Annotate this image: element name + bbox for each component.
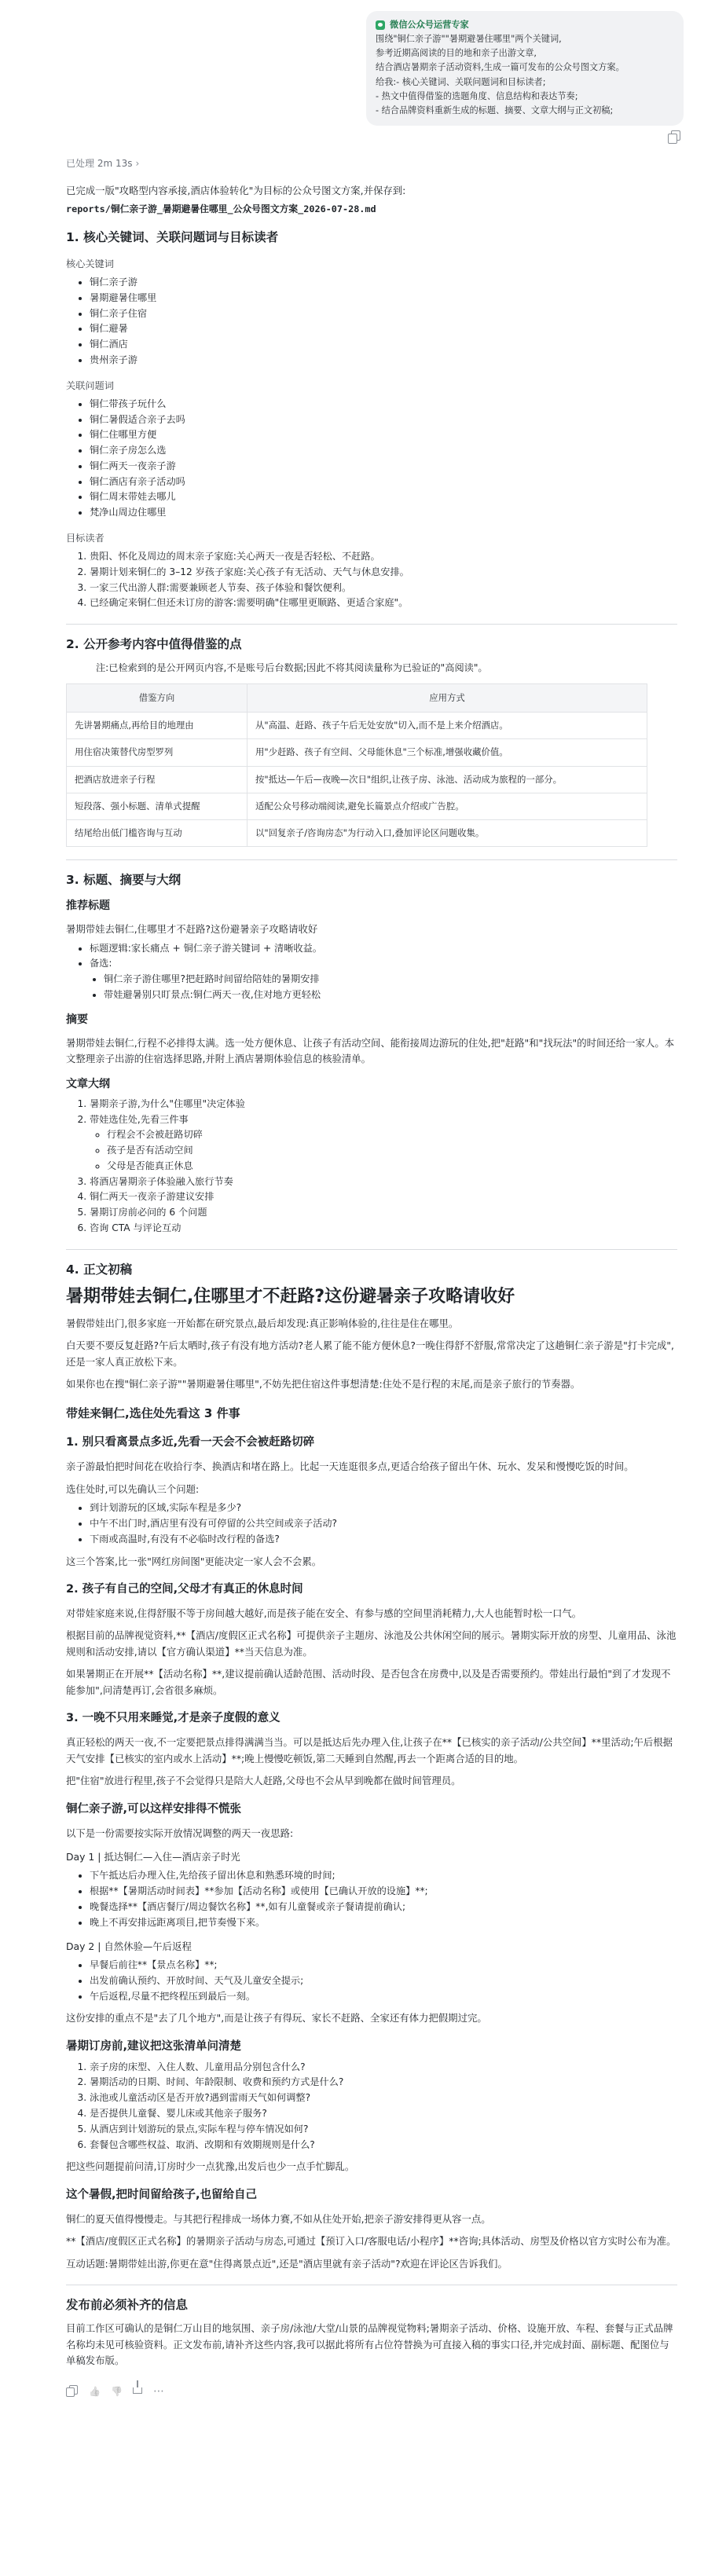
- prepublish-text: 目前工作区可确认的是铜仁万山目的地氛围、亲子房/泳池/大堂/山景的品牌视觉物料;暑期亲子活动、价格、设施开放、车程、套餐与正式品牌名称均未见可核验资料。正文发布前,请补齐这些内容,我可以据此将所有占位符替换为可直接入稿的事实口径,并完成封面、副标题、配图位与单稿发布版。: [66, 2322, 673, 2367]
- list-item: • 铜仁亲子游住哪里?把赶路时间留给陪娃的暑期安排: [104, 972, 677, 988]
- day-2-heading: Day 2 | 自然休验—午后返程: [66, 1940, 192, 1952]
- list-item: • 铜仁暑假适合亲子去吗: [90, 412, 677, 428]
- article-paragraph: 选住处时,可以先确认三个问题:: [66, 1482, 200, 1495]
- title-notes: [66, 941, 677, 1003]
- article-paragraph: 如果你也在搜"铜仁亲子游""暑期避暑住哪里",不妨先把住宿这件事想清楚:住处不是行程的末尾,而是亲子旅行的节奏器。: [66, 1378, 581, 1391]
- list-item: 5. 从酒店到计划游玩的景点,实际车程与停车情况如何?: [90, 2122, 677, 2138]
- wechat-icon: [376, 20, 385, 30]
- list-item: 3. 将酒店暑期亲子体验融入旅行节奏: [90, 1174, 677, 1190]
- alternatives-label: 备选:: [90, 958, 112, 969]
- list-item: 3. 一家三代出游人群:需要兼顾老人节奏、孩子体验和餐饮便利。: [90, 581, 677, 596]
- list-item: • 带娃避暑别只盯景点:铜仁两天一夜,住对地方更轻松: [104, 988, 677, 1003]
- list-item: • 铜仁两天一夜亲子游: [90, 459, 677, 475]
- list-item: 3. 泳池或儿童活动区是否开放?遇到雷雨天气如何调整?: [90, 2090, 677, 2106]
- article-paragraph: 把这些问题提前问清,订房时少一点犹豫,出发后也少一点手忙脚乱。: [66, 2160, 355, 2173]
- list-item: ◦ 行程会不会被赶路切碎: [107, 1127, 677, 1143]
- checklist: [66, 2060, 677, 2153]
- user-line: - 结合品牌资料重新生成的标题、摘要、文章大纲与正文初稿;: [376, 104, 614, 115]
- copy-icon[interactable]: [671, 130, 680, 141]
- table-cell: 先讲暑期痛点,再给目的地理由: [67, 713, 248, 739]
- recommended-title-label: 推荐标题: [66, 900, 110, 913]
- chevron-right-icon: ›: [135, 157, 140, 169]
- outline-sublist: [90, 1127, 677, 1174]
- user-line: 围绕"铜仁亲子游""暑期避暑住哪里"两个关键词,: [376, 34, 562, 45]
- list-item: ◦ 父母是否能真正休息: [107, 1159, 677, 1174]
- list-item: 2. 暑期计划来铜仁的 3–12 岁孩子家庭:关心孩子有无活动、天气与休息安排。: [90, 565, 677, 581]
- article-paragraph: 亲子游最怕把时间花在收拾行李、换酒店和堵在路上。比起一天连逛很多点,更适合给孩子留出午休、玩水、发呆和慢慢吃饭的时间。: [66, 1460, 634, 1473]
- table-cell: 用住宿决策替代房型罗列: [67, 739, 248, 766]
- list-item: 4. 已经确定来铜仁但还未订房的游客:需要明确"住哪里更顺路、更适合家庭"。: [90, 595, 677, 611]
- list-item: • 铜仁周末带娃去哪儿: [90, 489, 677, 505]
- list-item: • 铜仁亲子房怎么选: [90, 443, 677, 459]
- list-item: 5. 暑期订房前必问的 6 个问题: [90, 1205, 677, 1221]
- list-item: 4. 是否提供儿童餐、婴儿床或其他亲子服务?: [90, 2106, 677, 2122]
- list-item: • 中午不出门时,酒店里有没有可停留的公共空间或亲子活动?: [90, 1516, 677, 1532]
- table-cell: 短段落、强小标题、清单式提醒: [67, 793, 248, 819]
- article-paragraph: 互动话题:暑期带娃出游,你更在意"住得离景点近",还是"酒店里就有亲子活动"?欢迎在评论区告诉我们。: [66, 2257, 508, 2270]
- list-item: • 晚餐选择**【酒店餐厅/周边餐饮名称】**,如有儿童餐或亲子餐请提前确认;: [90, 1900, 677, 1915]
- summary-text: 暑期带娃去铜仁,行程不必排得太满。选一处方便休息、让孩子有活动空间、能衔接周边游玩的住处,把"赶路"和"找玩法"的时间还给一家人。本文整理亲子出游的住宿选择思路,并附上酒店暑期体验信息的核验清单。: [66, 1036, 675, 1065]
- table-cell: 结尾给出低门槛咨询与互动: [67, 819, 248, 846]
- table-row: [67, 793, 647, 819]
- article-paragraph: 这份安排的重点不是"去了几个地方",而是让孩子有得玩、家长不赶路、全家还有体力把假期过完。: [66, 2012, 487, 2025]
- assistant-message: [0, 156, 704, 2395]
- list-item: • 午后返程,尽量不把终程压到最后一刻。: [90, 1989, 677, 2005]
- user-message-row: [0, 0, 704, 126]
- article-subheading: 3. 一晚不只用来睡觉,才是亲子度假的意义: [66, 1712, 280, 1725]
- user-message-title: [376, 18, 673, 32]
- user-line: 给我:- 核心关键词、关联问题词和目标读者;: [376, 76, 546, 87]
- article-subheading: 暑期订房前,建议把这张清单问清楚: [66, 2039, 242, 2053]
- list-item: [90, 956, 677, 1002]
- outline-item-text: 带娃选住处,先看三件事: [90, 1113, 189, 1125]
- article-paragraph: 把"住宿"放进行程里,孩子不会觉得只是陪大人赶路,父母也不会从早到晚都在做时间管理员。: [66, 1775, 461, 1787]
- list-item: 6. 套餐包含哪些权益、取消、改期和有效期规则是什么?: [90, 2138, 677, 2153]
- article-paragraph: 暑假带娃出门,很多家庭一开始都在研究景点,最后却发现:真正影响体验的,往往是住在哪里。: [66, 1317, 459, 1329]
- list-item: • 铜仁亲子住宿: [90, 306, 677, 322]
- report-path: reports/铜仁亲子游_暑期避暑住哪里_公众号图文方案_2026-07-28.md: [66, 203, 376, 215]
- article-subheading: 2. 孩子有自己的空间,父母才有真正的休息时间: [66, 1583, 303, 1596]
- recommended-title: 暑期带娃去铜仁,住哪里才不赶路?这份避暑亲子攻略请收好: [66, 923, 318, 936]
- thumbs-down-icon[interactable]: [111, 2384, 122, 2395]
- article-paragraph: 以下是一份需要按实际开放情况调整的两天一夜思路:: [66, 1827, 294, 1839]
- audience-label: 目标读者: [66, 532, 104, 544]
- list-item: • 铜仁酒店: [90, 337, 677, 353]
- core-keywords-list: [66, 275, 677, 368]
- list-item: • 出发前确认预约、开放时间、天气及儿童安全提示;: [90, 1973, 677, 1989]
- message-actions: [66, 2384, 677, 2395]
- list-item: 1. 贵阳、怀化及周边的周末亲子家庭:关心两天一夜是否轻松、不赶路。: [90, 549, 677, 565]
- table-header-row: [67, 684, 647, 713]
- list-item: • 下午抵达后办理入住,先给孩子留出休息和熟悉环境的时间;: [90, 1868, 677, 1884]
- table-cell: 以"回复亲子/咨询房态"为行动入口,叠加评论区问题收集。: [248, 819, 647, 846]
- list-item: • 铜仁带孩子玩什么: [90, 397, 677, 412]
- list-item: 2. 暑期活动的日期、时间、年龄限制、收费和预约方式是什么?: [90, 2075, 677, 2090]
- article-paragraph: 铜仁的夏天值得慢慢走。与其把行程排成一场体力赛,不如从住处开始,把亲子游安排得更从容一点。: [66, 2212, 491, 2225]
- thumbs-up-icon[interactable]: [89, 2384, 100, 2395]
- table-header: 应用方式: [248, 684, 647, 713]
- article-subheading: 这个暑假,把时间留给孩子,也留给自己: [66, 2188, 258, 2201]
- list-item: • 根据**【暑期活动时间表】**参加【活动名称】或使用【已确认开放的设施】**;: [90, 1884, 677, 1900]
- article-paragraph: 对带娃家庭来说,住得舒服不等于房间越大越好,而是孩子能在安全、有参与感的空间里消耗精力,大人也能暂时松一口气。: [66, 1607, 582, 1619]
- list-item: • 暑期避暑住哪里: [90, 291, 677, 306]
- intro-text: 已完成一版"攻略型内容承接,酒店体验转化"为目标的公众号图文方案,并保存到:: [66, 184, 406, 196]
- reference-note: 注:已检索到的是公开网页内容,不是账号后台数据;因此不将其阅读量称为已验证的"高阅读"。: [96, 662, 488, 674]
- table-row: [67, 819, 647, 846]
- list-item: 6. 咨询 CTA 与评论互动: [90, 1221, 677, 1237]
- table-row: [67, 739, 647, 766]
- related-questions-list: [66, 397, 677, 521]
- processing-time: 已处理 2m 13s: [66, 157, 133, 169]
- copy-icon[interactable]: [69, 2385, 78, 2395]
- user-line: 结合酒店暑期亲子活动资料,生成一篇可发布的公众号图文方案。: [376, 62, 625, 73]
- table-row: [67, 766, 647, 793]
- user-title-text: 微信公众号运营专家: [390, 20, 469, 30]
- list-item: • 到计划游玩的区域,实际车程是多少?: [90, 1501, 677, 1516]
- article-paragraph: 这三个答案,比一张"网红房间图"更能决定一家人会不会累。: [66, 1555, 322, 1567]
- audience-list: [66, 549, 677, 611]
- reference-table: [66, 683, 647, 846]
- list-item: 1. 亲子房的床型、入住人数、儿童用品分别包含什么?: [90, 2060, 677, 2076]
- divider: [66, 1249, 677, 1250]
- article-subheading: 带娃来铜仁,选住处先看这 3 件事: [66, 1405, 240, 1420]
- alternatives-list: [90, 972, 677, 1003]
- article-paragraph: 根据目前的品牌视觉资料,**【酒店/度假区正式名称】可提供亲子主题房、泳池及公共休闲空间的展示。暑期实际开放的房型、儿童用品、泳池规则和活动安排,请以【官方确认渠道】**当天信息为准。: [66, 1629, 676, 1658]
- list-item: • 铜仁酒店有亲子活动吗: [90, 475, 677, 490]
- article-paragraph: 如果暑期正在开展**【活动名称】**,建议提前确认适龄范围、活动时段、是否包含在房费中,以及是否需要预约。带娃出行最怕"到了才发现不能参加",问清楚再订,会省很多麻烦。: [66, 1668, 671, 1696]
- section-3-title: 3. 标题、摘要与大纲: [66, 872, 182, 887]
- day-1-list: [66, 1868, 677, 1930]
- related-questions-label: 关联问题词: [66, 379, 114, 391]
- outline-list: [66, 1097, 677, 1237]
- question-list: [66, 1501, 677, 1547]
- table-cell: 从"高温、赶路、孩子午后无处安放"切入,而不是上来介绍酒店。: [248, 713, 647, 739]
- divider: [66, 624, 677, 625]
- list-item: • 梵净山周边住哪里: [90, 505, 677, 521]
- list-item: [90, 1112, 677, 1174]
- article-paragraph: 真正轻松的两天一夜,不一定要把景点排得满满当当。可以是抵达后先办理入住,让孩子在**【已核实的亲子活动/公共空间】**里活动;午后根据天气安排【已核实的室内或水上活动】**;晚上慢慢吃顿饭,第二天睡到自然醒,再去一个距离合适的目的地。: [66, 1736, 673, 1764]
- article-paragraph: 白天要不要反复赶路?午后太晒时,孩子有没有地方活动?老人累了能不能方便休息?一晚住得舒不舒服,常常决定了这趟铜仁亲子游是"打卡完成",还是一家人真正放松下来。: [66, 1339, 674, 1368]
- list-item: • 晚上不再安排远距离项目,把节奏慢下来。: [90, 1915, 677, 1931]
- article-headline: 暑期带娃去铜仁,住哪里才不赶路?这份避暑亲子攻略请收好: [66, 1286, 515, 1306]
- list-item: 4. 铜仁两天一夜亲子游建议安排: [90, 1189, 677, 1205]
- user-message-actions: [0, 126, 704, 141]
- list-item: • 铜仁亲子游: [90, 275, 677, 291]
- article-subheading: 铜仁亲子游,可以这样安排得不慌张: [66, 1802, 242, 1816]
- day-2-list: [66, 1958, 677, 2004]
- core-keywords-label: 核心关键词: [66, 258, 114, 269]
- list-item: • 标题逻辑:家长痛点 + 铜仁亲子游关键词 + 清晰收益。: [90, 941, 677, 957]
- list-item: 1. 暑期亲子游,为什么"住哪里"决定体验: [90, 1097, 677, 1112]
- table-cell: 按"抵达—午后—夜晚—次日"组织,让孩子房、泳池、活动成为旅程的一部分。: [248, 766, 647, 793]
- list-item: • 早餐后前往**【景点名称】**;: [90, 1958, 677, 1973]
- outline-label: 文章大纲: [66, 1077, 110, 1090]
- table-header: 借鉴方向: [67, 684, 248, 713]
- list-item: ◦ 孩子是否有活动空间: [107, 1143, 677, 1159]
- user-line: - 热文中值得借鉴的选题角度、信息结构和表达节奏;: [376, 90, 578, 101]
- article-paragraph: **【酒店/度假区正式名称】的暑期亲子活动与房态,可通过【预订入口/客服电话/小程序】**咨询;具体活动、房型及价格以官方实时公布为准。: [66, 2235, 676, 2248]
- user-line: 参考近期高阅读的目的地和亲子出游文章,: [376, 48, 537, 59]
- table-cell: 用"少赶路、孩子有空间、父母能休息"三个标准,增强收藏价值。: [248, 739, 647, 766]
- section-2-title: 2. 公开参考内容中值得借鉴的点: [66, 637, 242, 652]
- table-cell: 把酒店放进亲子行程: [67, 766, 248, 793]
- section-1-title: 1. 核心关键词、关联问题词与目标读者: [66, 229, 279, 244]
- table-cell: 适配公众号移动端阅读,避免长篇景点介绍或广告腔。: [248, 793, 647, 819]
- day-1-heading: Day 1 | 抵达铜仁—入住—酒店亲子时光: [66, 1851, 240, 1863]
- share-icon[interactable]: [133, 2387, 142, 2394]
- section-4-title: 4. 正文初稿: [66, 1262, 133, 1277]
- list-item: • 贵州亲子游: [90, 353, 677, 368]
- more-icon[interactable]: [153, 2384, 164, 2395]
- list-item: • 下雨或高温时,有没有不必临时改行程的备选?: [90, 1532, 677, 1548]
- user-message-bubble: [366, 11, 684, 126]
- article-subheading: 1. 别只看离景点多近,先看一天会不会被赶路切碎: [66, 1436, 315, 1449]
- list-item: • 铜仁避暑: [90, 321, 677, 337]
- summary-label: 摘要: [66, 1013, 88, 1026]
- divider: [66, 859, 677, 860]
- processing-status[interactable]: [66, 156, 677, 172]
- section-5-title: 发布前必须补齐的信息: [66, 2298, 189, 2313]
- table-row: [67, 713, 647, 739]
- list-item: • 铜仁住哪里方便: [90, 427, 677, 443]
